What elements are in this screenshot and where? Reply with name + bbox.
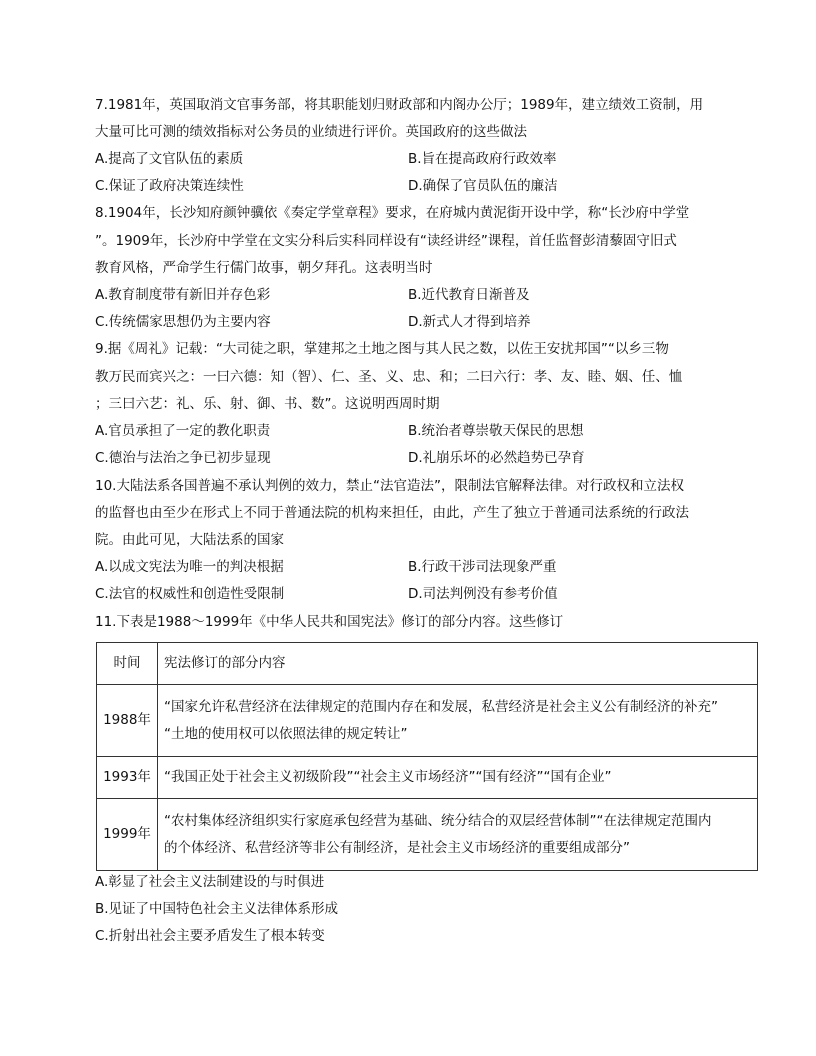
q7-stem-line-1: 7.1981年，英国取消文官事务部，将其职能划归财政部和内阁办公厅；1989年，建立绩效工资制，用 (95, 97, 704, 113)
q9-stem-line-1: 9.据《周礼》记载：“大司徒之职，掌建邦之土地之图与其人民之数，以佐王安扰邦国”“以乡三物 (95, 341, 669, 357)
row-content-line: “农村集体经济组织实行家庭承包经营为基础、统分结合的双层经营体制”“在法律规定范围内 (164, 812, 712, 829)
q7-option-b: B.旨在提高政府行政效率 (408, 151, 557, 167)
constitution-amendment-table (96, 642, 758, 871)
header-time: 时间 (97, 643, 158, 685)
q9-option-b: B.统治者尊崇敬天保民的思想 (408, 423, 584, 439)
q8-option-b: B.近代教育日渐普及 (408, 287, 530, 303)
q10-stem-line-3: 院。由此可见，大陆法系的国家 (95, 532, 284, 548)
table-row (97, 685, 758, 757)
row-content-line: 的个体经济、私营经济等非公有制经济，是社会主义市场经济的重要组成部分” (164, 839, 630, 856)
q7-option-c: C.保证了政府决策连续性 (95, 178, 244, 194)
q9-stem-line-3: ；三曰六艺：礼、乐、射、御、书、数”。这说明西周时期 (95, 396, 440, 412)
row-year: 1993年 (97, 757, 158, 799)
table-row (97, 757, 758, 799)
q8-option-a: A.教育制度带有新旧并存色彩 (95, 287, 271, 303)
q8-stem-line-1: 8.1904年，长沙知府颜钟骥依《奏定学堂章程》要求，在府城内黄泥街开设中学，称“长沙府中学堂 (95, 205, 690, 221)
q11-option-b: B.见证了中国特色社会主义法律体系形成 (95, 901, 339, 917)
q11-option-a: A.彰显了社会主义法制建设的与时俱进 (95, 874, 325, 890)
q11-stem: 11.下表是1988～1999年《中华人民共和国宪法》修订的部分内容。这些修订 (95, 614, 564, 630)
q8-option-d: D.新式人才得到培养 (408, 314, 531, 330)
q9-option-c: C.德治与法治之争已初步显现 (95, 450, 271, 466)
q9-stem-line-2: 教万民而宾兴之：一曰六德：知（智）、仁、圣、义、忠、和；二曰六行：孝、友、睦、姻、任、恤 (95, 369, 683, 385)
q8-stem-line-3: 教育风格，严命学生行儒门故事，朝夕拜孔。这表明当时 (95, 260, 433, 276)
row-year: 1988年 (97, 685, 158, 757)
q10-option-d: D.司法判例没有参考价值 (408, 586, 558, 602)
row-content-line: “土地的使用权可以依照法律的规定转让” (164, 725, 408, 742)
row-content (158, 757, 758, 799)
row-year: 1999年 (97, 799, 158, 871)
q9-option-d: D.礼崩乐坏的必然趋势已孕育 (408, 450, 585, 466)
q10-stem-line-2: 的监督也由至少在形式上不同于普通法院的机构来担任，由此，产生了独立于普通司法系统的行政法 (95, 505, 689, 521)
q8-option-c: C.传统儒家思想仍为主要内容 (95, 314, 271, 330)
header-content: 宪法修订的部分内容 (158, 643, 758, 685)
row-content (158, 799, 758, 871)
q10-option-a: A.以成文宪法为唯一的判决根据 (95, 559, 284, 575)
q10-option-b: B.行政干涉司法现象严重 (408, 559, 557, 575)
q9-option-a: A.官员承担了一定的教化职责 (95, 423, 271, 439)
row-content (158, 685, 758, 757)
table-header-row (97, 643, 758, 685)
q10-stem-line-1: 10.大陆法系各国普遍不承认判例的效力，禁止“法官造法”，限制法官解释法律。对行政权和立法权 (95, 478, 684, 494)
row-content-line: “国家允许私营经济在法律规定的范围内存在和发展，私营经济是社会主义公有制经济的补充” (164, 698, 718, 715)
q7-option-d: D.确保了官员队伍的廉洁 (408, 178, 558, 194)
q10-option-c: C.法官的权威性和创造性受限制 (95, 586, 285, 602)
row-content-line: “我国正处于社会主义初级阶段”“社会主义市场经济”“国有经济”“国有企业” (164, 769, 612, 785)
table-row (97, 799, 758, 871)
q7-option-a: A.提高了文官队伍的素质 (95, 151, 244, 167)
q7-stem-line-2: 大量可比可测的绩效指标对公务员的业绩进行评价。英国政府的这些做法 (95, 124, 527, 140)
q11-option-c: C.折射出社会主要矛盾发生了根本转变 (95, 928, 325, 944)
q8-stem-line-2: ”。1909年，长沙府中学堂在文实分科后实科同样设有“读经讲经”课程，首任监督彭清藜固守旧式 (95, 233, 677, 249)
